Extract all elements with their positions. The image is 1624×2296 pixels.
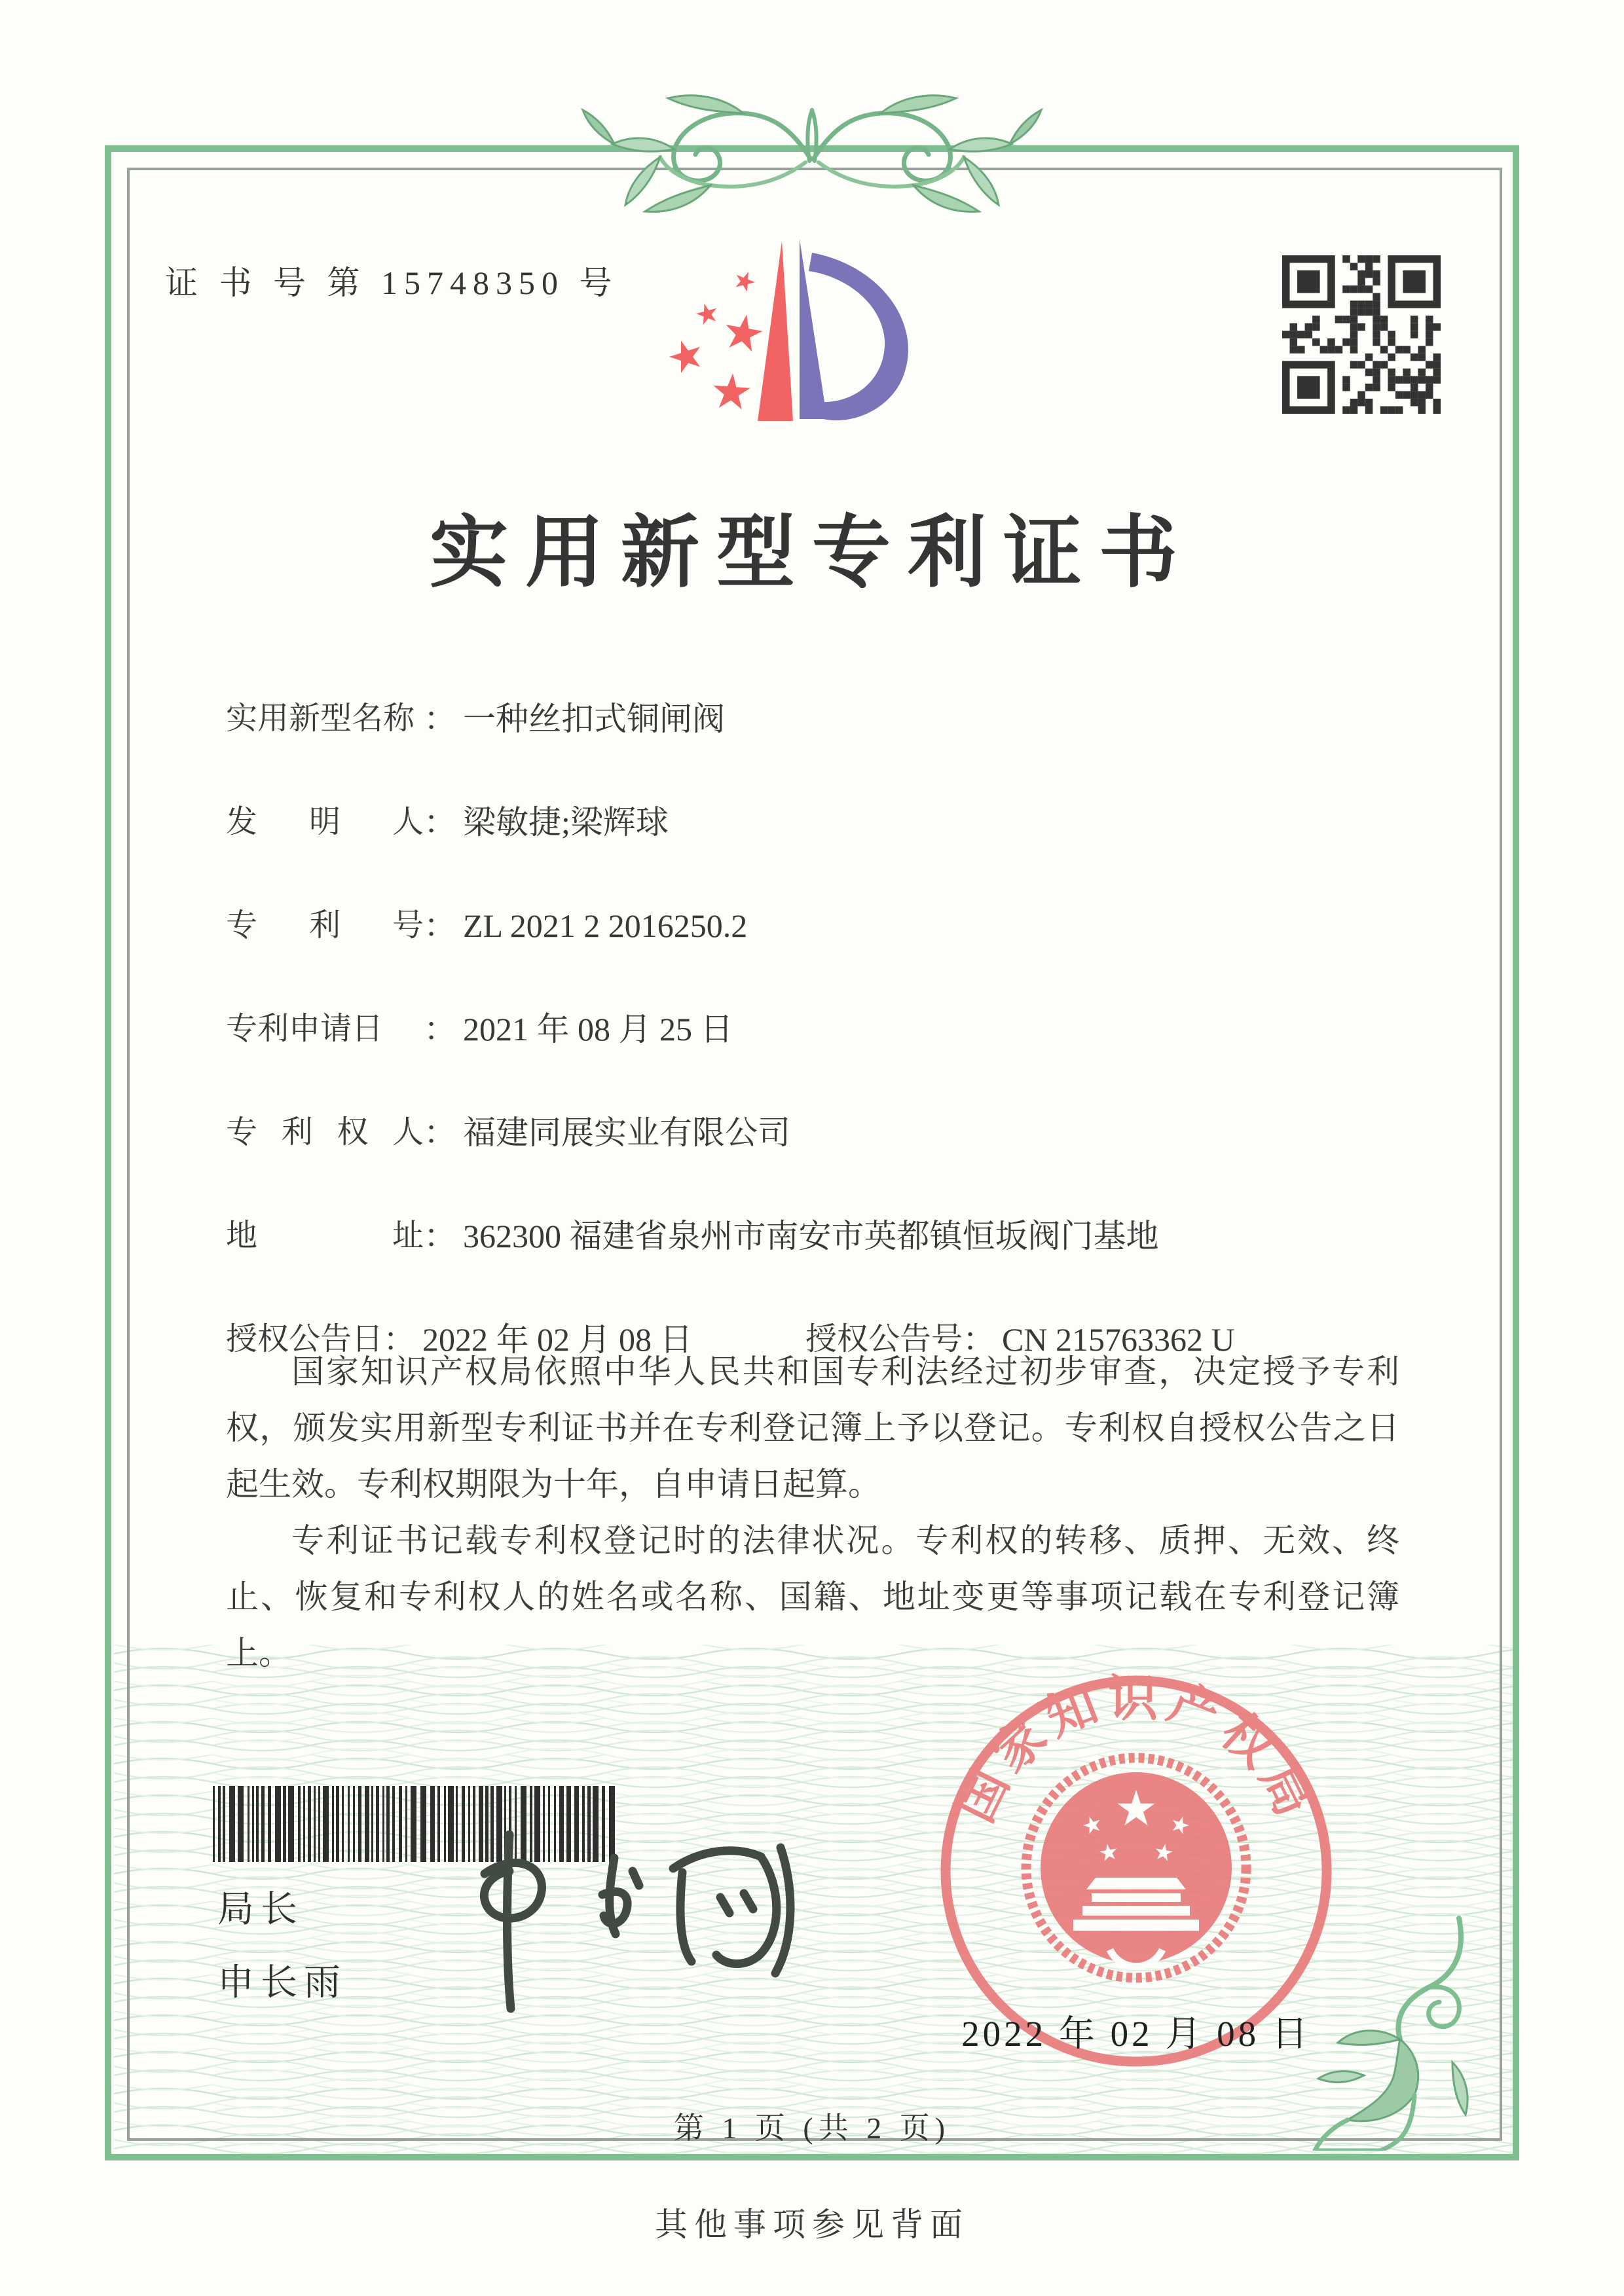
logo-stars (665, 268, 765, 410)
field-colon: ： (963, 1321, 996, 1358)
seal-ring-text: 国家知识产权局 (948, 1671, 1325, 1831)
legal-paragraph-2: 专利证书记载专利权登记时的法律状况。专利权的转移、质押、无效、终止、恢复和专利权人的姓名或名称、国籍、地址变更等事项记载在专利登记簿上。 (226, 1522, 1399, 1671)
field-label: 发明人 (226, 805, 424, 839)
field-label: 授权公告日 (226, 1322, 384, 1357)
field-colon: ： (383, 1321, 416, 1358)
field-colon: ： (424, 1218, 456, 1254)
field-colon: ： (424, 1114, 456, 1151)
field-value: CN 215763362 U (1002, 1321, 1235, 1358)
director-title-label: 局长 (217, 1889, 304, 1930)
legal-text-block (226, 1343, 1399, 1681)
field-value: 2021 年 08 月 25 日 (463, 1011, 733, 1048)
qr-code (1282, 255, 1441, 414)
field-row-address (226, 1214, 1405, 1258)
field-label: 实用新型名称 (226, 701, 415, 736)
field-label: 专利权人 (226, 1115, 424, 1150)
field-value: ZL 2021 2 2016250.2 (463, 907, 748, 944)
field-colon: ： (424, 1011, 456, 1048)
field-row-patentee (226, 1111, 1405, 1154)
field-label: 专利申请日 (226, 1011, 384, 1046)
field-row-utility-model-name (226, 697, 1405, 740)
cnipa-logo (619, 208, 913, 457)
page-number: 第 1 页 (共 2 页) (673, 2111, 951, 2145)
field-label: 专利号 (226, 908, 424, 943)
certificate-title: 实用新型专利证书 (430, 509, 1194, 596)
logo-purple-bowl (809, 253, 908, 420)
field-row-patent-number (226, 904, 1405, 947)
field-colon: ： (424, 701, 456, 737)
field-value: 362300 福建省泉州市南安市英都镇恒坂阀门基地 (463, 1218, 1159, 1254)
director-handwritten-signature (445, 1831, 825, 2020)
director-name-label: 申长雨 (217, 1963, 347, 2003)
certificate-number: 证 书 号 第 15748350 号 (165, 264, 619, 301)
seal-date: 2022 年 02 月 08 日 (961, 2014, 1311, 2054)
field-value: 福建同展实业有限公司 (463, 1114, 790, 1151)
field-colon: ： (424, 907, 456, 944)
field-colon: ： (424, 804, 456, 841)
field-value: 梁敏捷;梁辉球 (463, 804, 669, 841)
field-label: 地址 (226, 1218, 424, 1253)
back-side-note: 其他事项参见背面 (655, 2206, 969, 2243)
legal-paragraph-1: 国家知识产权局依照中华人民共和国专利法经过初步审查，决定授予专利权，颁发实用新型专利证书并在专利登记簿上予以登记。专利权自授权公告之日起生效。专利权期限为十年，自申请日起算。 (226, 1353, 1399, 1503)
logo-red-cone (758, 241, 793, 421)
field-value: 一种丝扣式铜闸阀 (463, 701, 725, 737)
field-row-filing-date (226, 1008, 1405, 1051)
top-scroll-ornament (576, 84, 1048, 228)
field-label: 授权公告号 (805, 1322, 963, 1357)
national-emblem (1026, 1758, 1246, 1978)
field-value: 2022 年 02 月 08 日 (422, 1321, 693, 1358)
field-row-inventors (226, 801, 1405, 844)
